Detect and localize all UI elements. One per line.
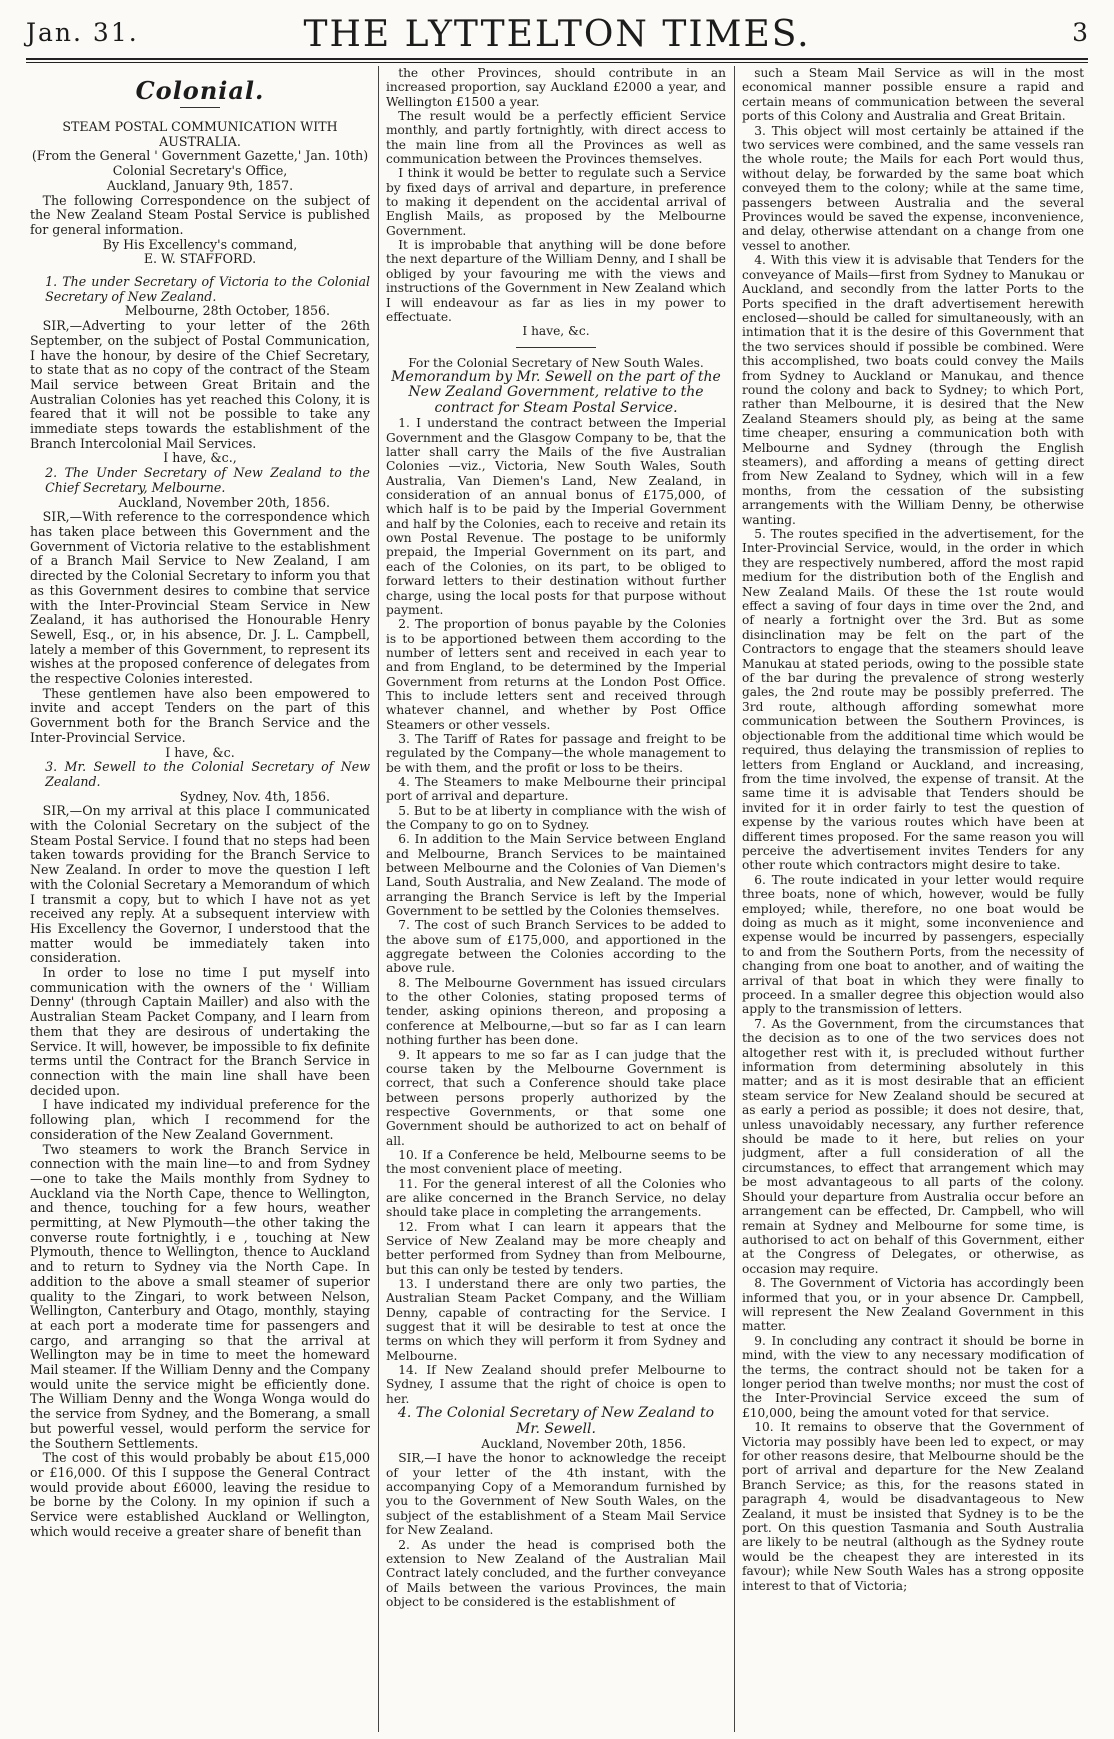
office-date: Auckland, January 9th, 1857. xyxy=(106,177,294,193)
letter-date: Auckland, November 20th, 1856. xyxy=(118,494,330,510)
article-source: (From the General ' Government Gazette,' Jan. 10th) xyxy=(31,148,369,164)
divider xyxy=(516,347,596,348)
paragraph: 8. The Government of Victoria has accordingly been informed that you, or in your absence Dr. Campbell, will represent the New Zealand Government in this matter. xyxy=(742,1276,1084,1334)
paragraph: 4. With this view it is advisable that Tenders for the conveyance of Mails—first from Sydney to Manukau or Auckland, and secondly from the latter Ports to the Ports specified in the draft advertisement herewith enclosed—should be called for simultaneously, with an intimation that it is the desire of this Government that the two services should if possible be combined. Were this accomplished, two boats could convey the Mails from Sydney to Auckland or Manukau, and thence round the colony and back to Sydney; to which Port, rather than Melbourne, it is desired that the New Zealand Steamers should ply, as being at the same time cheaper, ensuring a communication both with Melbourne and Sydney (through the English steamers), and affording a means of getting direct from New Zealand to Sydney, which will in a few months, from the cessation of the subsisting arrangements with the William Denny, be otherwise wanting. xyxy=(742,253,1084,527)
paragraph: 10. It remains to observe that the Government of Victoria may possibly have been led to expect, or may for other reasons desire, that Melbourne should be the port of arrival and departure for the New Zealand Branch Service; as this, for the reasons stated in paragraph 4, would be disadvantageous to New Zealand, it must be insisted that Sydney is to be the port. On this question Tasmania and South Australia are likely to be neutral (although as the Sydney route would be the cheapest they are interested in its favour); while New South Wales has a strong opposite interest to that of Victoria; xyxy=(742,1420,1084,1593)
paragraph: It is improbable that anything will be done before the next departure of the William Denny, and I shall be obliged by your favouring me with the views and instructions of the Government in New Zealand which I will endeavour as far as lies in my power to effectuate. xyxy=(386,238,726,324)
divider xyxy=(180,107,220,108)
article-headline: STEAM POSTAL COMMUNICATION WITH AUSTRALIA. xyxy=(62,119,338,149)
paragraph: Two steamers to work the Branch Service in connection with the main line—to and from Sydney—one to take the Mails monthly from Sydney to Auckland via the North Cape, thence to Wellington, and thence, touching for a few hours, weather permitting, at New Plymouth—the other taking the converse route fortnightly, i e , touching at New Plymouth, thence to Wellington, thence to Auckland and to return to Sydney via the North Cape. In addition to the above a small steamer of superior quality to the Zingari, to work between Nelson, Wellington, Canterbury and Otago, monthly, staying at each port a moderate time for passengers and cargo, and arranging so that the arrival at Wellington may be in time to meet the homeward Mail steamer. If the William Denny and the Company would unite the service might be efficiently done. The William Denny and the Wonga Wonga would do the service from Sydney, and the Bomerang, a small but powerful vessel, would perform the service for the Southern Settlements. xyxy=(30,1141,370,1451)
letter-close: I have, &c. xyxy=(165,744,235,760)
paragraph: I think it would be better to regulate such a Service by fixed days of arrival and departure, in preference to making it dependent on the accidental arrival of English Mails, as proposed by the Melbourne Government. xyxy=(386,166,726,238)
signature: E. W. STAFFORD. xyxy=(143,251,257,267)
letter-date: Auckland, November 20th, 1856. xyxy=(481,1437,686,1452)
memo-addressee: For the Colonial Secretary of New South Wales. xyxy=(408,355,704,370)
paragraph: 2. As under the head is comprised both the extension to New Zealand of the Australian Mail Contract lately concluded, and the further conveyance of Mails between the various Provinces, the main object to be considered is the establishment of xyxy=(386,1537,726,1609)
paragraph: 3. This object will most certainly be attained if the two services were combined, and the same vessels ran the whole route; the Mails for each Port would thus, without delay, be forwarded by the same boat which conveyed them to the colony; while at the same time, passengers between Australia and the several Provinces would be saved the expense, inconvenience, and delay, otherwise attendant on a change from one vessel to another. xyxy=(742,123,1084,253)
paragraph: 13. I understand there are only two parties, the Australian Steam Packet Company, and the William Denny, capable of contracting for the Service. I suggest that it will be desirable to test at once the terms on which they will perform it from Sydney and Melbourne. xyxy=(386,1277,726,1363)
letter-heading: 1. The under Secretary of Victoria to the Colonial Secretary of New Zealand. xyxy=(45,274,370,304)
column-1 xyxy=(30,66,370,1732)
letter-close: I have, &c. xyxy=(522,324,590,339)
paragraph: SIR,—On my arrival at this place I communicated with the Colonial Secretary on the subject of the Steam Postal Service. I found that no steps had been taken towards providing for the Branch Service to New Zealand. In order to move the question I left with the Colonial Secretary a Memorandum of which I transmit a copy, but to which I have not as yet received any reply. At a subsequent interview with His Excellency the Governor, I understood that the matter would be immediately taken into consideration. xyxy=(30,803,370,966)
paragraph: These gentlemen have also been empowered to invite and accept Tenders on the part of this Government both for the Branch Service and the Inter-Provincial Service. xyxy=(30,685,370,745)
section-heading: Colonial. xyxy=(135,76,265,105)
paragraph: 3. The Tariff of Rates for passage and freight to be regulated by the Company—the whole management to be with them, and the profit or loss to be theirs. xyxy=(386,731,726,775)
paragraph: 12. From what I can learn it appears that the Service of New Zealand may be more cheaply and better performed from Sydney than from Melbourne, but this can only be tested by tenders. xyxy=(386,1219,726,1277)
paragraph: such a Steam Mail Service as will in the most economical manner possible ensure a rapid and certain means of communication between the several ports of this Colony and Australia and Great Britain. xyxy=(742,66,1084,124)
paragraph: 5. The routes specified in the advertisement, for the Inter-Provincial Service, would, in the order in which they are respectively numbered, afford the most rapid medium for the distribution both of the English and New Zealand Mails. Of these the 1st route would effect a saving of four days in time over the 2nd, and of nearly a fortnight over the 3rd. But as some disinclination may be felt on the part of the Contractors to engage that the steamers should leave Manukau at stated periods, owing to the possible state of the bar during the prevalence of strong westerly gales, the 2nd route may be possibly preferred. The 3rd route, although affording somewhat more communication between the Southern Provinces, is objectionable from the additional time which would be required, thus delaying the transmission of replies to letters from England or Auckland, and increasing, from the time involved, the expense of transit. At the same time it is advisable that Tenders should be invited for it in order fairly to test the question of expense by the various routes which have been at different times proposed. For the same reason you will perceive the advertisement invites Tenders for any other route which contractors might desire to take. xyxy=(742,527,1084,873)
paragraph: 1. I understand the contract between the Imperial Government and the Glasgow Company to be, that the latter shall carry the Mails of the five Australian Colonies —viz., Victoria, New South Wales, South Australia, Van Diemen's Land, New Zealand, in consideration of an annual bonus of £175,000, of which half is to be paid by the Imperial Government and half by the Colonies, each to receive and retain its own Postal Revenue. The postage to be uniformly prepaid, the Imperial Government on its part, and each of the Colonies, on its part, to be obliged to forward letters to their destination without further charge, using the local posts for that purpose without payment. xyxy=(386,416,726,617)
paragraph: 11. For the general interest of all the Colonies who are alike concerned in the Branch Service, no delay should take place in completing the arrangements. xyxy=(386,1176,726,1220)
letter-date: Sydney, Nov. 4th, 1856. xyxy=(179,788,330,804)
paragraph: 5. But to be at liberty in compliance with the wish of the Company to go on to Sydney. xyxy=(386,803,726,832)
issue-date: Jan. 31. xyxy=(26,18,139,47)
paragraph: 4. The Steamers to make Melbourne their principal port of arrival and departure. xyxy=(386,774,726,804)
masthead-rule xyxy=(26,58,1088,60)
paragraph: I have indicated my individual preference for the following plan, which I recommend for the consideration of the New Zealand Government. xyxy=(30,1097,370,1142)
masthead-rule-thin xyxy=(26,62,1088,63)
paragraph: 6. The route indicated in your letter would require three boats, none of which, however, would be fully employed; while, therefore, no one boat would be doing as much as it might, some inconvenience and expense would be incurred by passengers, especially to and from the Southern Ports, from the necessity of changing from one boat to another, and of waiting the arrival of that boat in which they were finally to proceed. In a smaller degree this objection would also apply to the transmission of letters. xyxy=(742,872,1084,1017)
newspaper-title: THE LYTTELTON TIMES. xyxy=(303,14,811,55)
paragraph: 9. It appears to me so far as I can judge that the course taken by the Melbourne Government is correct, that such a Conference should take place between persons properly authorized by the respective Governments, or that some one Government should be authorized to act on behalf of all. xyxy=(386,1047,726,1148)
paragraph: 9. In concluding any contract it should be borne in mind, with the view to any necessary modification of the terms, the contract should not be taken for a longer period than twelve months; nor must the cost of the Inter-Provincial Service exceed the sum of £10,000, being the amount voted for that service. xyxy=(742,1333,1084,1420)
paragraph: 2. The proportion of bonus payable by the Colonies is to be apportioned between them according to the number of letters sent and received in each year to and from England, to be determined by the Imperial Government from returns at the London Post Office. This to include letters sent and received through whatever channel, and whether by Post Office Steamers or other vessels. xyxy=(386,617,726,732)
office-line: Colonial Secretary's Office, xyxy=(112,163,288,179)
paragraph: 7. The cost of such Branch Services to be added to the above sum of £175,000, and apportioned in the aggregate between the Colonies according to the above rule. xyxy=(386,918,726,976)
column-3 xyxy=(742,66,1084,1732)
letter-close: I have, &c., xyxy=(163,450,237,466)
letter-heading: 4. The Colonial Secretary of New Zealand to Mr. Sewell. xyxy=(397,1405,715,1437)
letter-heading: 2. The Under Secretary of New Zealand to the Chief Secretary, Melbourne. xyxy=(45,465,370,495)
column-divider xyxy=(734,66,735,1732)
paragraph: In order to lose no time I put myself into communication with the owners of the ' William Denny' (through Captain Mailler) and also with the Australian Steam Packet Company, and I learn from them that they are desirous of undertaking the Service. It will, however, be impossible to fix definite terms until the Contract for the Branch Service in connection with the main line shall have been decided upon. xyxy=(30,965,370,1098)
paragraph: the other Provinces, should contribute in an increased proportion, say Auckland £2000 a year, and Wellington £1500 a year. xyxy=(386,66,726,109)
paragraph: 6. In addition to the Main Service between England and Melbourne, Branch Services to be maintained between Melbourne and the Colonies of Van Diemen's Land, South Australia, and New Zealand. The mode of arranging the Branch Service is left by the Imperial Government to be settled by the Colonies themselves. xyxy=(386,832,726,919)
page-number: 3 xyxy=(1072,18,1088,47)
command-line: By His Excellency's command, xyxy=(102,236,298,252)
column-2 xyxy=(386,66,726,1732)
paragraph: The cost of this would probably be about £15,000 or £16,000. Of this I suppose the General Contract would provide about £6000, leaving the residue to be borne by the Colony. In my opinion if such a Service were established Auckland or Wellington, which would receive a greater share of benefit than xyxy=(30,1450,370,1539)
paragraph: The following Correspondence on the subject of the New Zealand Steam Postal Service is published for general information. xyxy=(30,192,370,237)
paragraph: 7. As the Government, from the circumstances that the decision as to one of the two services does not altogether rest with it, is precluded without further information from determining absolutely in this matter; and as it is most desirable that an efficient steam service for New Zealand should be secured at as early a period as possible; it does not desire, that, unless unavoidably necessary, any further reference should be made to it here, but relies on your judgment, after a full consideration of all the circumstances, to effect that arrangement which may be most advantageous to all parts of the colony. Should your departure from Australia occur before an arrangement can be effected, Dr. Campbell, who will remain at Sydney and Melbourne for some time, is authorised to act on behalf of this Government, either at the Congress of Delegates, or otherwise, as occasion may require. xyxy=(742,1016,1084,1276)
paragraph: SIR,—With reference to the correspondence which has taken place between this Government and the Government of Victoria relative to the establishment of a Branch Mail Service to New Zealand, I am directed by the Colonial Secretary to inform you that as this Government desires to combine that service with the Inter-Provincial Steam Service in New Zealand, it has authorised the Honourable Henry Sewell, Esq., or, in his absence, Dr. J. L. Campbell, lately a member of this Government, to represent its wishes at the proposed conference of delegates from the respective Colonies interested. xyxy=(30,509,370,687)
memo-heading: Memorandum by Mr. Sewell on the part of the New Zealand Government, relative to the contract for Steam Postal Service. xyxy=(391,368,721,416)
column-divider xyxy=(378,66,379,1732)
paragraph: 14. If New Zealand should prefer Melbourne to Sydney, I assume that the right of choice is open to her. xyxy=(386,1363,726,1406)
paragraph: SIR,—Adverting to your letter of the 26th September, on the subject of Postal Communication, I have the honour, by desire of the Chief Secretary, to state that as no copy of the contract of the Steam Mail service between Great Britain and the Australian Colonies has yet reached this Colony, it is feared that it will not be possible to take any immediate steps towards the establishment of the Branch Intercolonial Mail Services. xyxy=(30,318,370,451)
letter-date: Melbourne, 28th October, 1856. xyxy=(124,303,330,319)
paragraph: 10. If a Conference be held, Melbourne seems to be the most convenient place of meeting. xyxy=(386,1147,726,1177)
paragraph: 8. The Melbourne Government has issued circulars to the other Colonies, stating proposed terms of tender, asking opinions thereon, and proposing a conference at Melbourne,—but so far as I can learn nothing further has been done. xyxy=(386,975,726,1048)
paragraph: The result would be a perfectly efficient Service monthly, and partly fortnightly, with direct access to the main line from all the Provinces as well as communication between the Provinces themselves. xyxy=(386,109,726,167)
letter-heading: 3. Mr. Sewell to the Colonial Secretary of New Zealand. xyxy=(45,759,370,789)
masthead xyxy=(26,12,1088,55)
paragraph: SIR,—I have the honor to acknowledge the receipt of your letter of the 4th instant, with the accompanying Copy of a Memorandum furnished by you to the Government of New South Wales, on the subject of the establishment of a Steam Mail Service for New Zealand. xyxy=(386,1451,726,1538)
